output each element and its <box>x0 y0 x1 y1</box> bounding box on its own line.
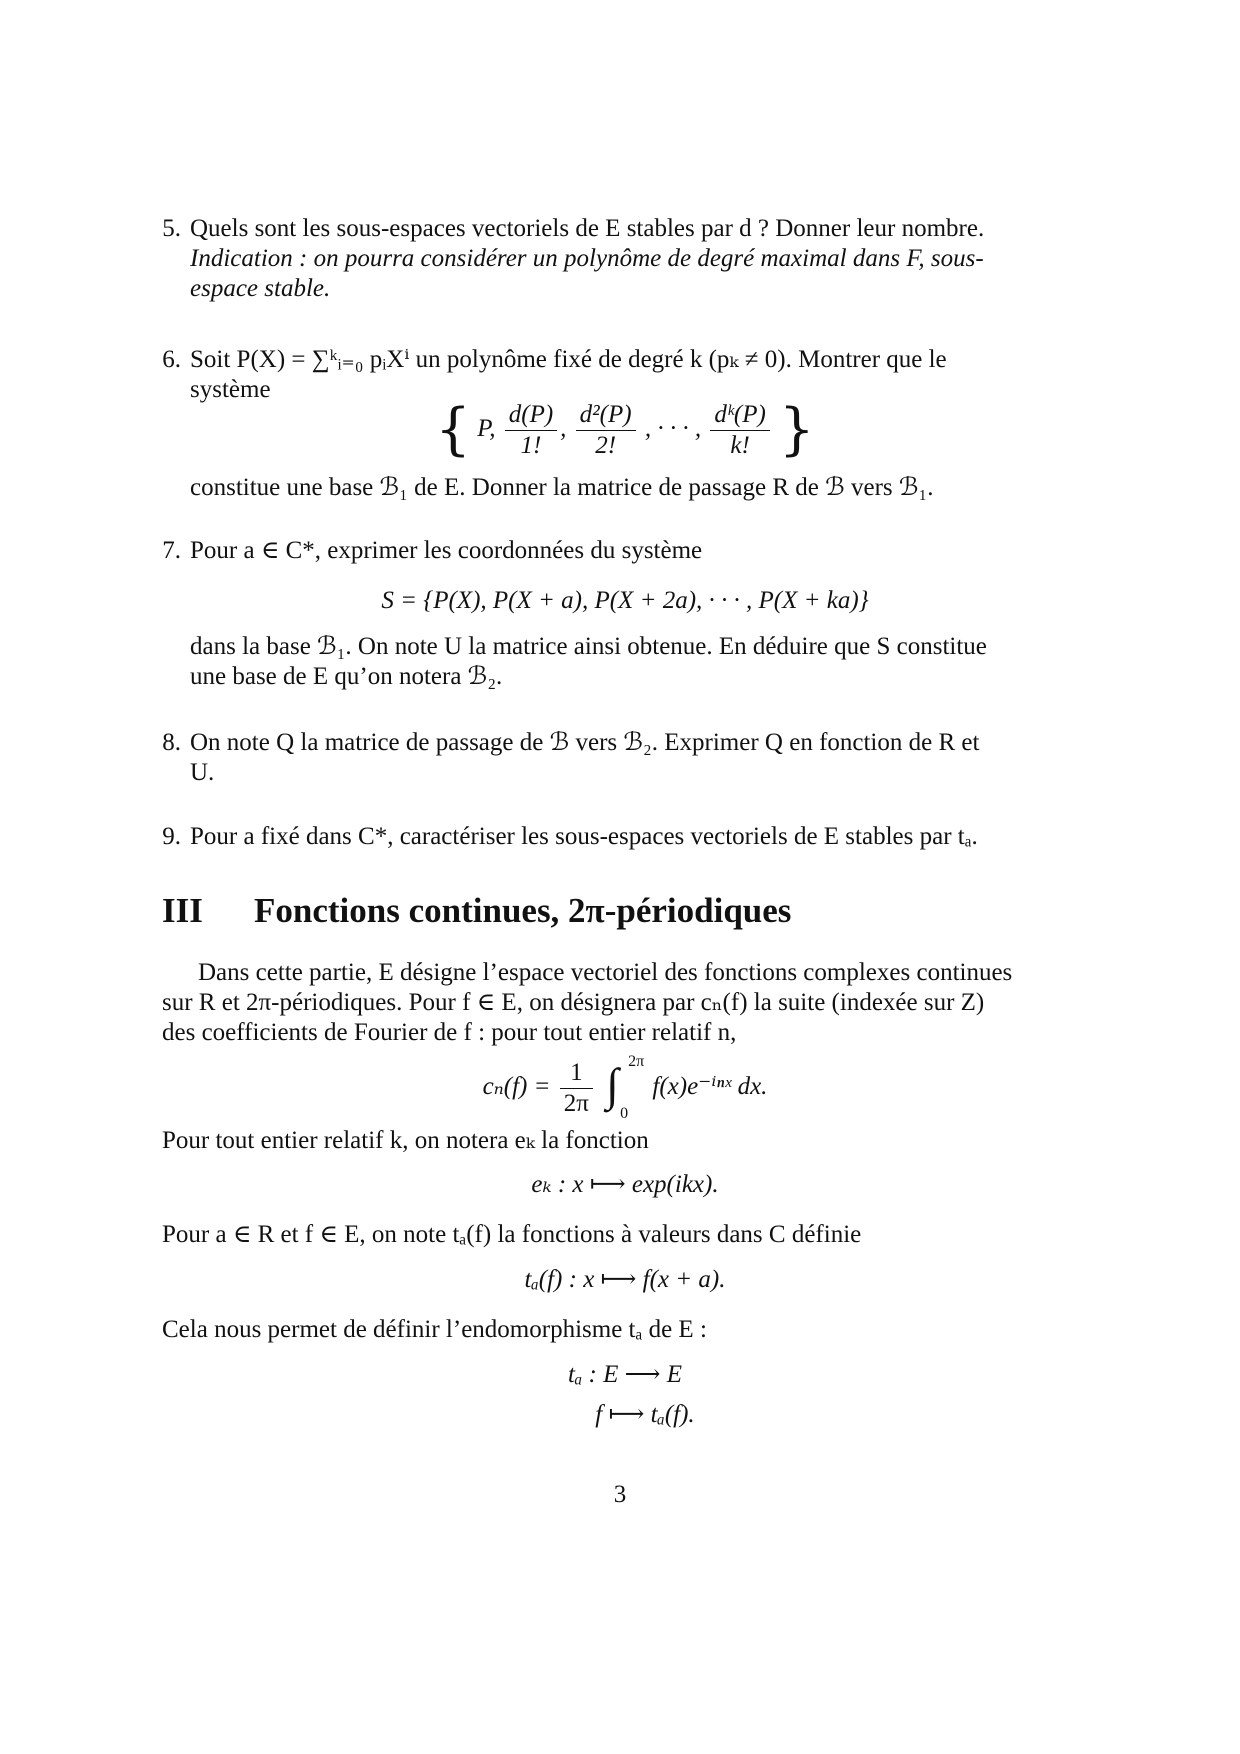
section-title: Fonctions continues, 2π-périodiques <box>254 891 792 930</box>
integral-lower: 0 <box>620 1104 629 1122</box>
question-7 <box>162 536 1090 566</box>
page-number: 3 <box>613 1481 627 1508</box>
basis-formula: { P, $\frac{d(P)}{1!}$ , $\frac{\text{d²(P)}}{2!}$ , · · · , $\frac{\text{dᵏ(P)}}{k!}$ } <box>435 397 815 463</box>
paragraph-line: sur R et 2π-périodiques. Pour f ∈ E, on désignera par cₙ(f) la suite (indexée sur Z) <box>162 989 985 1016</box>
fraction-denominator: 1! <box>520 432 542 459</box>
fraction-denominator: k! <box>730 432 750 459</box>
fourier-formula <box>160 1052 1090 1128</box>
section-heading <box>162 890 791 932</box>
paragraph-line: Dans cette partie, E désigne l’espace vectoriel des fonctions complexes continues <box>198 959 1013 986</box>
fourier-lhs: cₙ(f) = <box>482 1073 551 1101</box>
question-number: 8. <box>162 729 181 756</box>
question-text: Soit P(X) = ∑ᵏᵢ₌₀ pᵢXⁱ un polynôme fixé de degré k (pₖ ≠ 0). Montrer que le <box>190 346 947 373</box>
question-text: On note Q la matrice de passage de ℬ vers ℬ₂. Exprimer Q en fonction de R et <box>190 729 980 756</box>
question-text: constitue une base ℬ₁ de E. Donner la matrice de passage R de ℬ vers ℬ₁. <box>190 474 934 501</box>
endo-line-2: f ⟼ tₐ(f). <box>595 1401 695 1428</box>
question-text: une base de E qu’on notera ℬ₂. <box>190 663 503 690</box>
indication-text: espace stable. <box>190 275 331 302</box>
fraction-numerator: d(P) <box>505 400 557 431</box>
section-number: III <box>162 891 203 930</box>
question-6 <box>162 345 1090 405</box>
fraction-numerator: d²(P) <box>576 400 636 431</box>
formula-first: P, <box>477 415 496 443</box>
system-formula: S = {P(X), P(X + a), P(X + 2a), · · · , P(X + ka)} <box>381 587 869 614</box>
fraction <box>576 400 636 461</box>
fraction-numerator: dᵏ(P) <box>710 400 769 431</box>
ek-intro: Pour tout entier relatif k, on notera eₖ la fonction <box>162 1127 649 1154</box>
question-text: dans la base ℬ₁. On note U la matrice ainsi obtenue. En déduire que S constitue <box>190 633 987 660</box>
question-number: 6. <box>162 346 181 373</box>
right-brace: } <box>779 397 815 463</box>
endo-line-1: tₐ : E ⟶ E <box>568 1361 682 1388</box>
intro-paragraph <box>162 958 1092 1048</box>
ta-definition: tₐ(f) : x ⟼ f(x + a). <box>524 1266 726 1293</box>
formula-dots: , · · · , <box>644 415 702 443</box>
question-text: Pour a ∈ C*, exprimer les coordonnées du système <box>190 537 703 564</box>
fraction <box>710 400 769 461</box>
fraction <box>505 400 557 461</box>
endo-intro: Cela nous permet de définir l’endomorphisme tₐ de E : <box>162 1316 707 1343</box>
question-5 <box>162 214 1090 304</box>
left-brace: { <box>435 397 471 463</box>
integral <box>602 1052 646 1122</box>
fraction-denominator: 2! <box>595 432 617 459</box>
question-8 <box>162 728 1090 788</box>
fraction-numerator: 1 <box>560 1058 593 1089</box>
fraction-denominator: 2π <box>563 1090 589 1117</box>
integral-upper: 2π <box>628 1052 645 1070</box>
question-text: Quels sont les sous-espaces vectoriels de E stables par d ? Donner leur nombre. <box>190 215 985 242</box>
fraction <box>560 1058 593 1119</box>
question-number: 5. <box>162 215 181 242</box>
question-text: U. <box>190 759 215 786</box>
question-6-continued <box>190 473 1090 503</box>
question-9 <box>162 822 1090 852</box>
question-number: 7. <box>162 537 181 564</box>
fourier-rhs: f(x)e⁻ⁱⁿˣ dx. <box>652 1073 768 1101</box>
integral-sign: ∫ <box>606 1058 619 1110</box>
question-text: Pour a fixé dans C*, caractériser les sous-espaces vectoriels de E stables par tₐ. <box>190 823 978 850</box>
question-text: système <box>190 376 271 403</box>
question-7-continued <box>190 632 1090 692</box>
ek-definition: eₖ : x ⟼ exp(ikx). <box>531 1171 719 1198</box>
indication-text: Indication : on pourra considérer un polynôme de degré maximal dans F, sous- <box>190 245 984 272</box>
question-number: 9. <box>162 823 181 850</box>
ta-intro: Pour a ∈ R et f ∈ E, on note tₐ(f) la fonctions à valeurs dans C définie <box>162 1221 862 1248</box>
paragraph-line: des coefficients de Fourier de f : pour tout entier relatif n, <box>162 1019 737 1046</box>
